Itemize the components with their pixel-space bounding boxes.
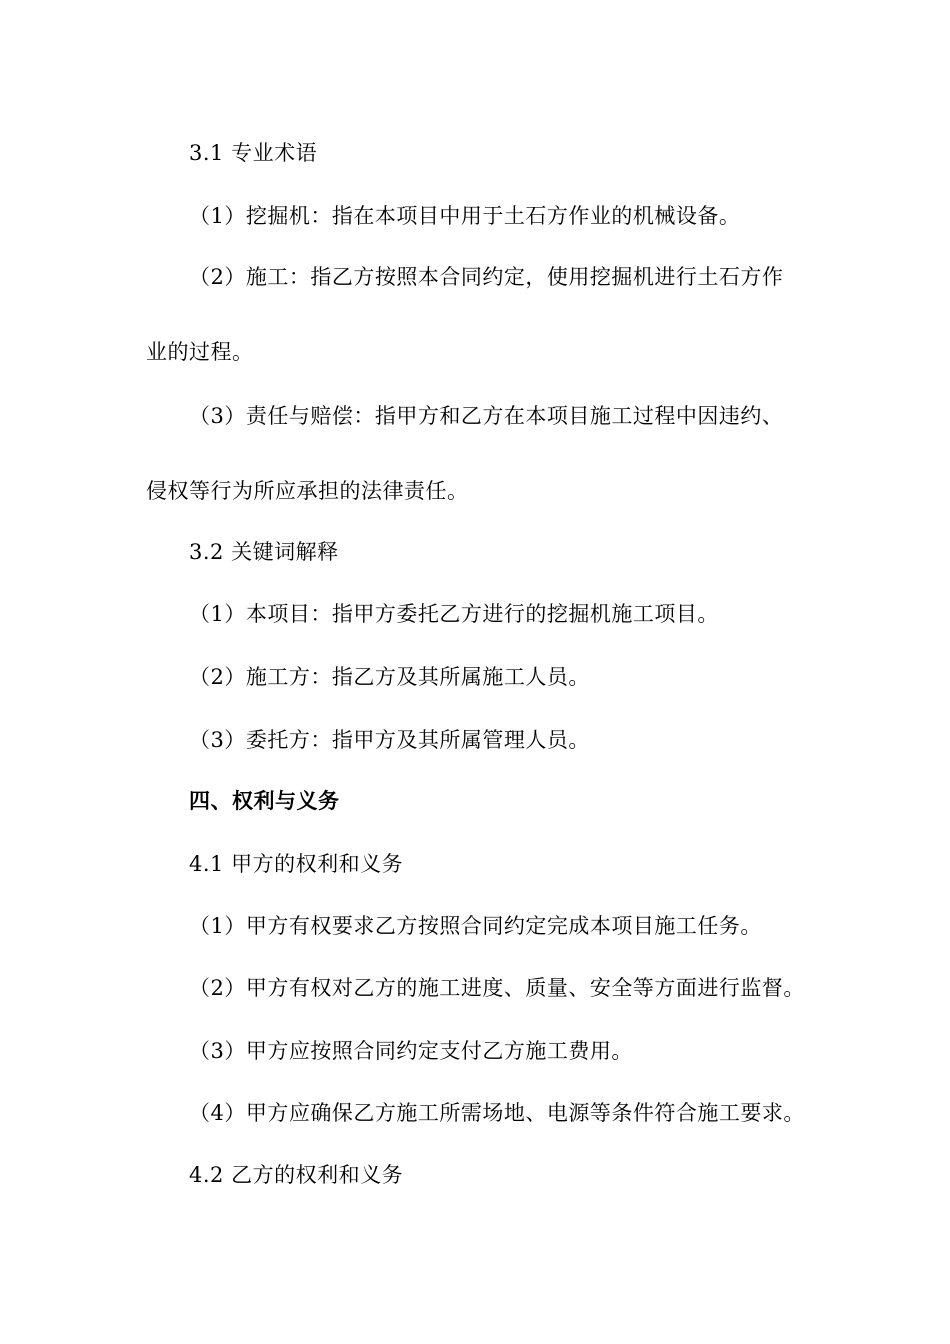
- paragraph-party-a-item-3: （3）甲方应按照合同约定支付乙方施工费用。: [189, 1039, 633, 1063]
- paragraph-term-construction: （2）施工：指乙方按照本合同约定，使用挖掘机进行土石方作: [189, 265, 784, 289]
- paragraph-term-construction-cont: 业的过程。: [146, 340, 254, 364]
- paragraph-term-liability-cont: 侵权等行为所应承担的法律责任。: [146, 479, 469, 503]
- paragraph-keyword-contractor: （2）施工方：指乙方及其所属施工人员。: [189, 665, 590, 689]
- subsection-heading-3-2: 3.2 关键词解释: [189, 540, 339, 564]
- paragraph-party-a-item-4: （4）甲方应确保乙方施工所需场地、电源等条件符合施工要求。: [189, 1101, 805, 1125]
- paragraph-keyword-client: （3）委托方：指甲方及其所属管理人员。: [189, 728, 590, 752]
- paragraph-party-a-item-1: （1）甲方有权要求乙方按照合同约定完成本项目施工任务。: [189, 914, 762, 938]
- subsection-heading-4-1: 4.1 甲方的权利和义务: [189, 852, 404, 876]
- paragraph-party-a-item-2: （2）甲方有权对乙方的施工进度、质量、安全等方面进行监督。: [189, 976, 805, 1000]
- paragraph-keyword-project: （1）本项目：指甲方委托乙方进行的挖掘机施工项目。: [189, 602, 719, 626]
- subsection-heading-4-2: 4.2 乙方的权利和义务: [189, 1163, 404, 1187]
- subsection-heading-3-1: 3.1 专业术语: [189, 141, 318, 165]
- section-heading-4: 四、权利与义务: [189, 788, 340, 813]
- paragraph-term-liability: （3）责任与赔偿：指甲方和乙方在本项目施工过程中因违约、: [189, 404, 784, 428]
- paragraph-term-excavator: （1）挖掘机：指在本项目中用于土石方作业的机械设备。: [189, 204, 741, 228]
